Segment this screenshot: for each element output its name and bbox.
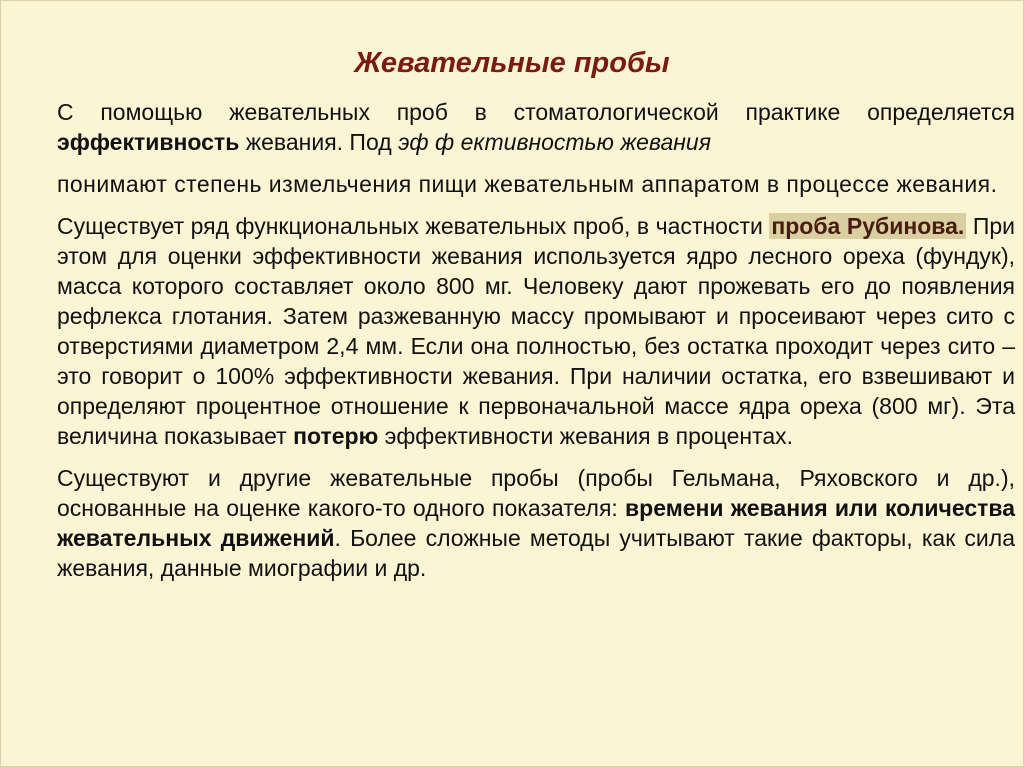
term-effectiveness: эффективность — [57, 129, 240, 155]
term-loss: потерю — [293, 423, 379, 449]
slide-content — [57, 97, 1015, 595]
text-segment: С помощью жевательных проб в стоматологической практике определяется — [57, 99, 1015, 125]
text-segment: жевания. Под — [239, 129, 399, 155]
text-segment: Существуют и другие жевательные пробы (пробы Гельмана, Ряховского и др.), основанные на оценке какого-то одного показателя: — [57, 465, 1015, 521]
text-segment: . Более сложные методы учитывают такие факторы, как сила жевания, данные миографии и др. — [57, 525, 1015, 581]
text-segment: понимают степень измельчения пищи жевательным аппаратом в процессе жевания. — [57, 171, 998, 197]
term-chewing-time-or-count: времени жевания или количества жевательных движений — [57, 495, 1016, 551]
paragraph-other-tests — [57, 463, 1015, 583]
paragraph-definition — [57, 169, 1015, 199]
paragraph-rubinov-test — [57, 211, 1015, 451]
paragraph-chewing-efficiency — [57, 97, 1015, 157]
term-chewing-effectiveness: эф ф ективностью жевания — [398, 129, 711, 155]
text-segment: При этом для оценки эффективности жевания используется ядро лесного ореха (фундук), масса которого составляет около 800 мг. Человеку дают прожевать его до появления рефлекса глотания. Затем разжеванную массу промывают и просеивают через сито с отверстиями диаметром 2,4 мм. Если она полностью, без остатка проходит через сито – это говорит о 100% эффективности жевания. При наличии остатка, его взвешивают и определяют процентное отношение к первоначальной массе ядра ореха (800 мг). Эта величина показывает — [57, 213, 1015, 449]
text-segment: Существует ряд функциональных жевательных проб, в частности — [57, 213, 770, 239]
text-segment: эффективности жевания в процентах. — [378, 423, 794, 449]
slide-title: Жевательные пробы — [354, 47, 670, 79]
term-rubinov-test: проба Рубинова. — [771, 213, 965, 239]
